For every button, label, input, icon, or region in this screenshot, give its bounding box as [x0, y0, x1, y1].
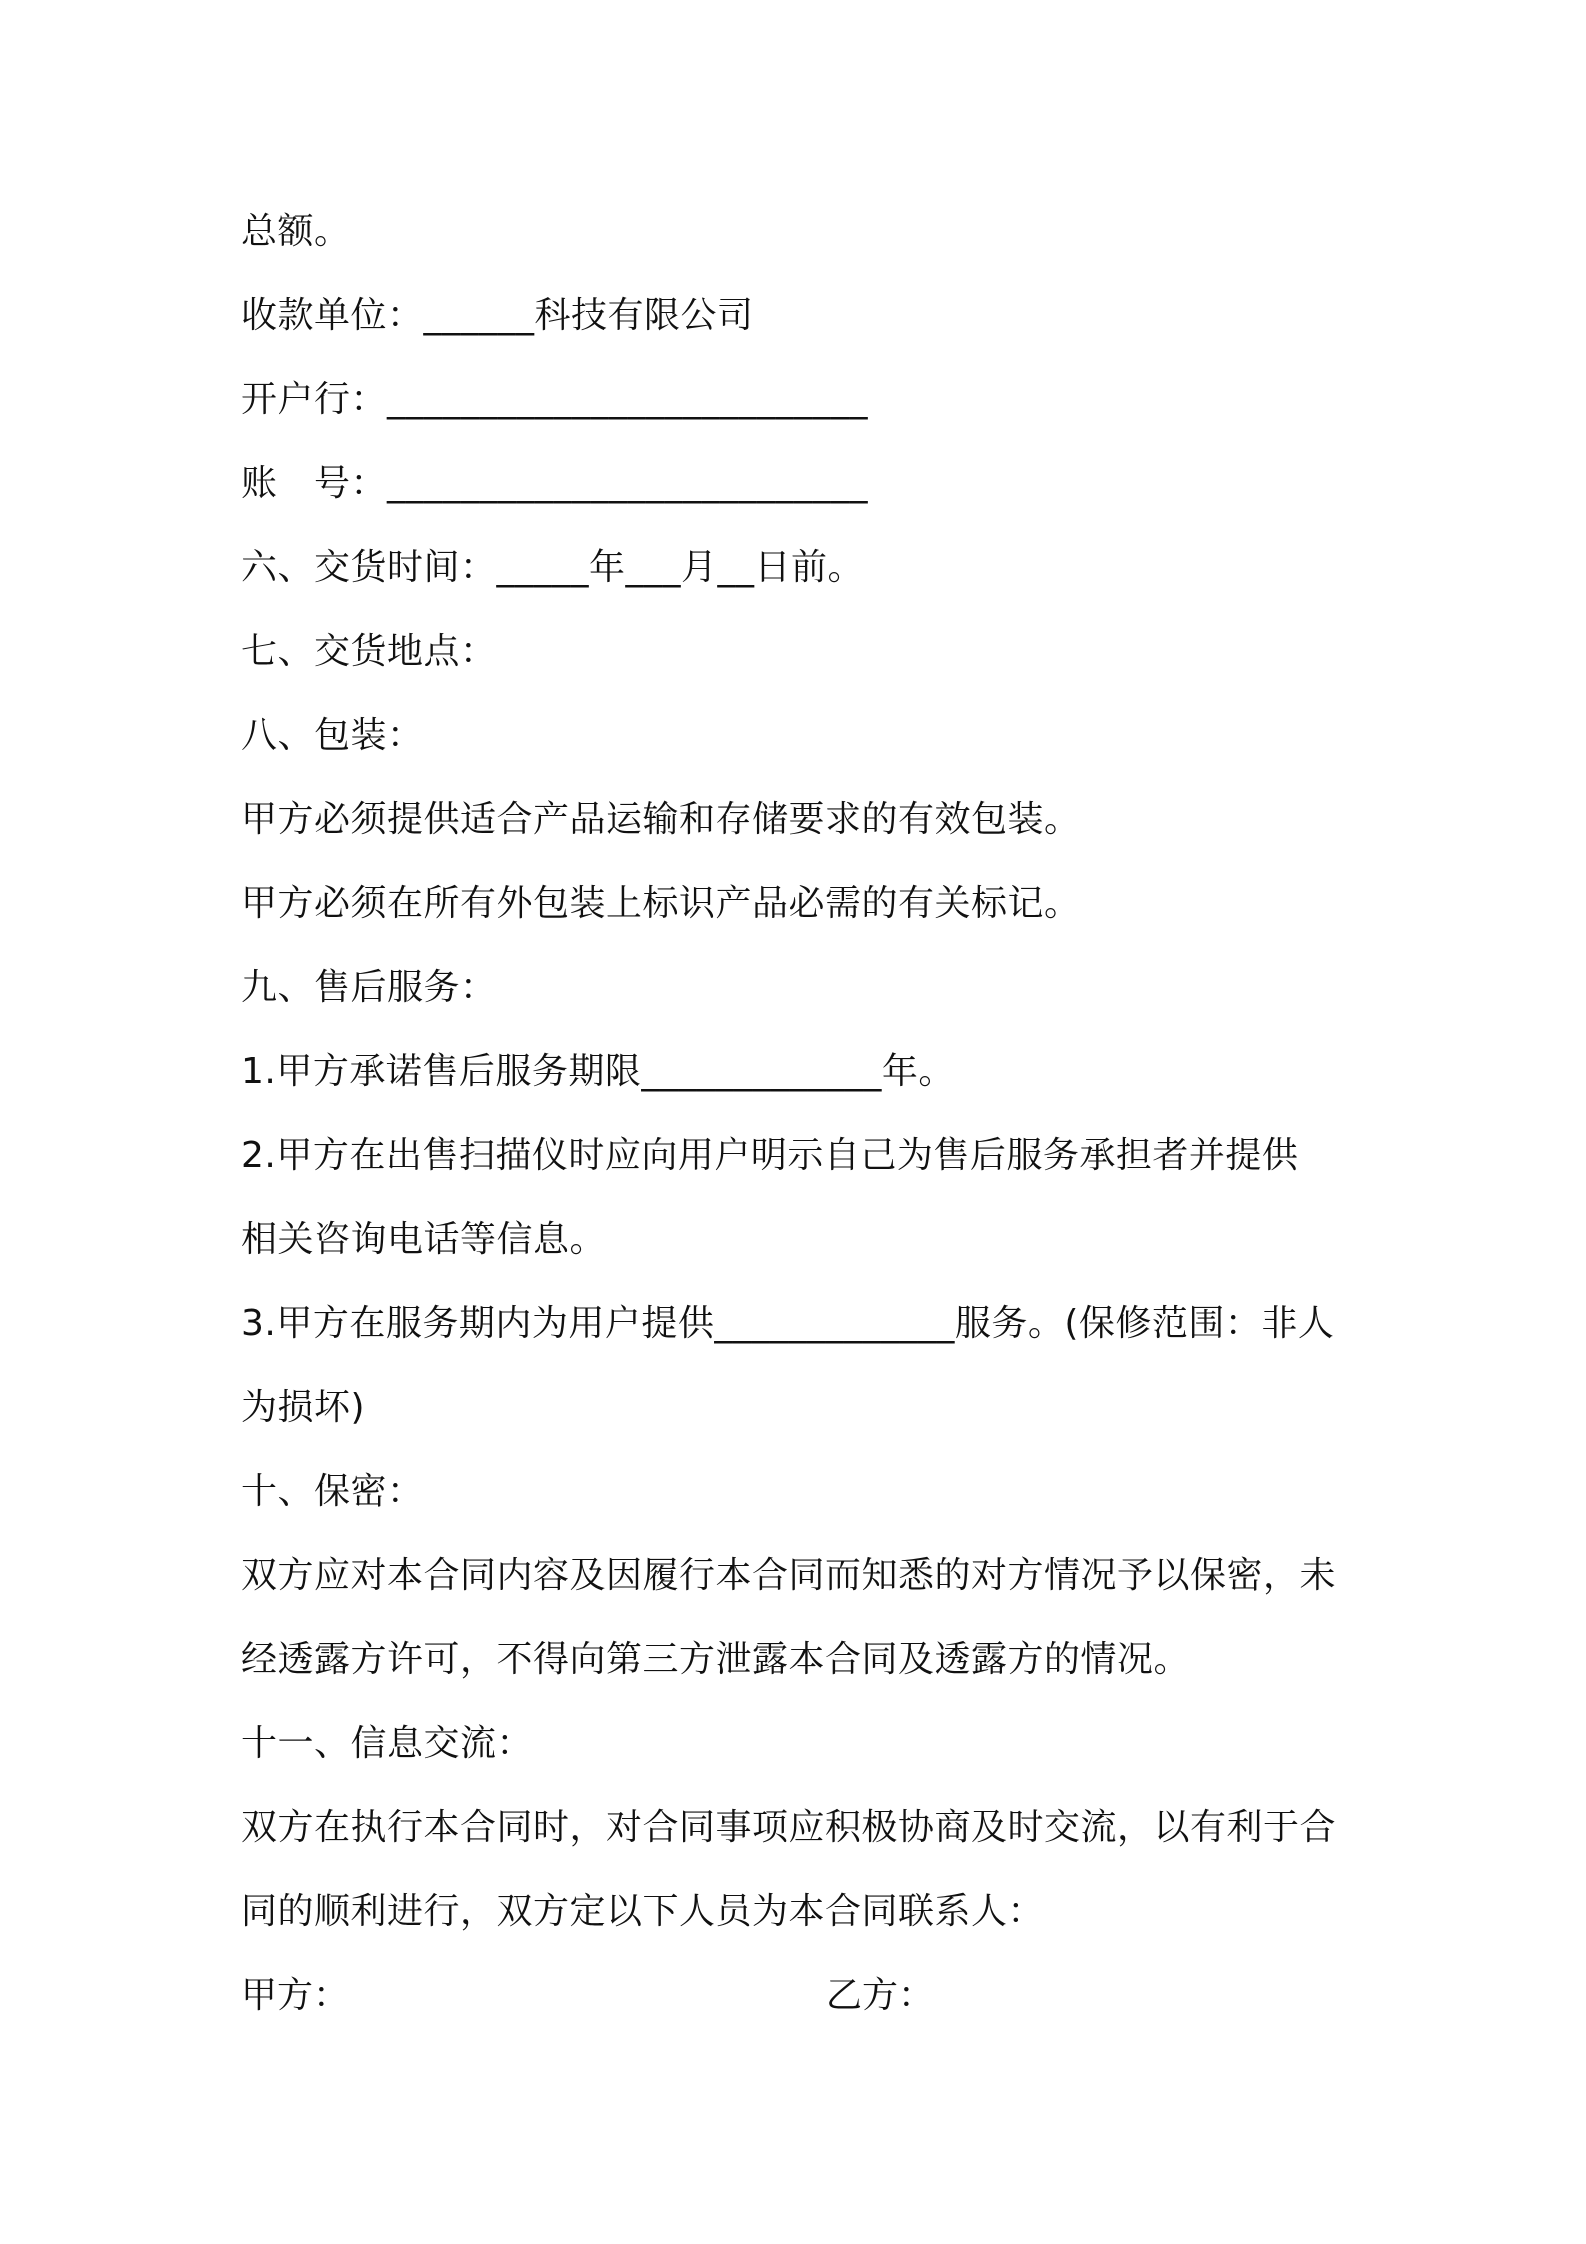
- text-line: 账 号：__________________________: [241, 463, 869, 504]
- text-line: 双方在执行本合同时，对合同事项应积极协商及时交流，以有利于合: [241, 1807, 1337, 1848]
- text-line: 甲方必须提供适合产品运输和存储要求的有效包装。: [241, 799, 1081, 840]
- text-line: 经透露方许可，不得向第三方泄露本合同及透露方的情况。: [241, 1639, 1191, 1680]
- text-line: 2.甲方在出售扫描仪时应向用户明示自己为售后服务承担者并提供: [241, 1135, 1299, 1176]
- text-line: 开户行：__________________________: [241, 379, 869, 420]
- party-b-label: 乙方：: [826, 1975, 935, 2016]
- text-line: 收款单位：______科技有限公司: [241, 295, 754, 336]
- section-heading: 八、包装：: [241, 715, 424, 756]
- signature-row: [241, 1954, 1361, 2038]
- party-a-label: 甲方：: [241, 1975, 350, 2016]
- text-line: 六、交货时间：_____年___月__日前。: [241, 547, 865, 588]
- text-line: 为损坏): [241, 1387, 366, 1428]
- text-line: 1.甲方承诺售后服务期限_____________年。: [241, 1051, 955, 1092]
- text-line: 双方应对本合同内容及因履行本合同而知悉的对方情况予以保密，未: [241, 1555, 1337, 1596]
- section-heading: 十、保密：: [241, 1471, 424, 1512]
- text-line: 甲方必须在所有外包装上标识产品必需的有关标记。: [241, 883, 1081, 924]
- text-line: 3.甲方在服务期内为用户提供_____________服务。(保修范围：非人: [241, 1303, 1335, 1344]
- section-heading: 九、售后服务：: [241, 967, 497, 1008]
- document-body: [241, 190, 1361, 2038]
- text-line: 总额。: [241, 211, 351, 252]
- text-line: 相关咨询电话等信息。: [241, 1219, 607, 1260]
- text-line: 同的顺利进行，双方定以下人员为本合同联系人：: [241, 1891, 1045, 1932]
- section-heading: 七、交货地点：: [241, 631, 497, 672]
- section-heading: 十一、信息交流：: [241, 1723, 534, 1764]
